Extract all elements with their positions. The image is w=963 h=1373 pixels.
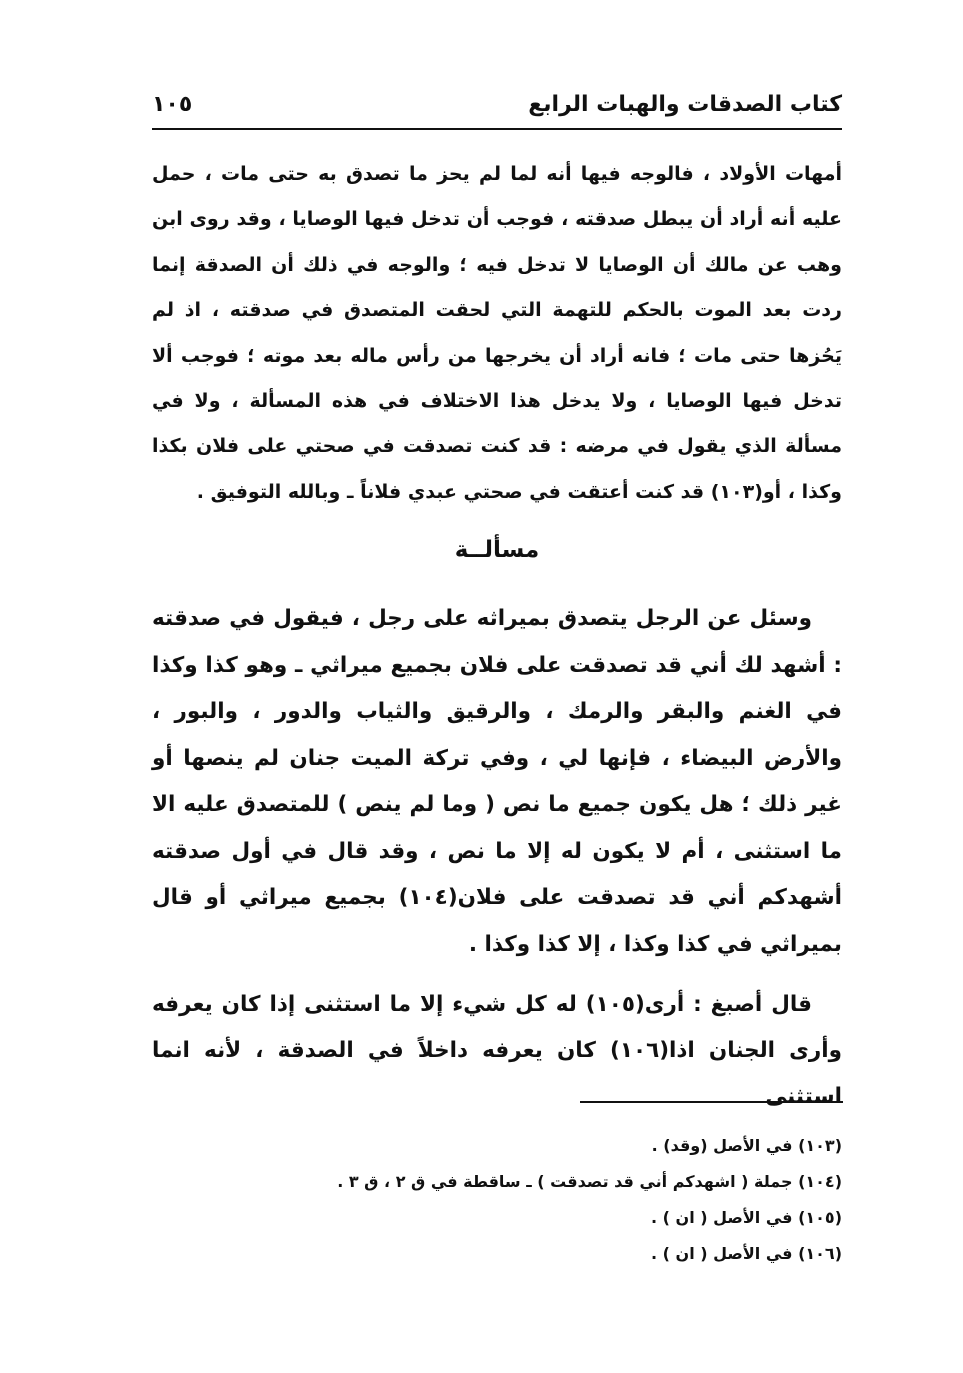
footnotes-list: [152, 1128, 842, 1272]
running-title: كتاب الصدقات والهبات الرابع: [528, 92, 842, 117]
body-paragraph: أمهات الأولاد ، فالوجه فيها أنه لما لم يحز ما تصدق به حتى مات ، حمل عليه أنه أراد أن يبطل صدقته ، فوجب أن تدخل فيها الوصايا ، وقد روى ابن وهب عن مالك أن الوصايا لا تدخل فيه ؛ والوجه في ذلك أن الصدقة إنما ردت بعد الموت بالحكم للتهمة التي لحقت المتصدق في صدقته ، اذ لم يَحُزها حتى مات ؛ فانه أراد أن يخرجها من رأس ماله بعد موته ؛ فوجب ألا تدخل فيها الوصايا ، ولا يدخل هذا الاختلاف في هذه المسألة ، ولا في مسألة الذي يقول في مرضه : قد كنت تصدقت في صحتي على فلان بكذا وكذا ، أو(١٠٣) قد كنت أعتقت في صحتي عبدي فلاناً ـ وبالله التوفيق .: [152, 163, 842, 503]
page-header: [152, 88, 842, 128]
footnote-divider: [580, 1101, 843, 1103]
footnote-item: (١٠٥) في الأصل ( ان ) .: [651, 1208, 842, 1227]
question-paragraph: وسئل عن الرجل يتصدق بميراثه على رجل ، فيقول في صدقته : أشهد لك أني قد تصدقت على فلان بجميع ميراثي ـ وهو كذا وكذا في الغنم والبقر والرمك ، والرقيق والثياب والدور ، والبور ، والأرض البيضاء ، فإنها لي ، وفي تركة الميت جنان لم ينصها أو غير ذلك ؛ هل يكون جميع ما نص ( وما لم ينص ) للمتصدق عليه الا ما استثنى ، أم لا يكون له إلا ما نص ، وقد قال في أول صدقته أشهدكم أني قد تصدقت على فلان(١٠٤) بجميع ميراثي أو قال بميراثي في كذا وكذا ، إلا كذا وكذا .: [152, 606, 842, 957]
footnote-item: (١٠٦) في الأصل ( ان ) .: [651, 1244, 842, 1263]
header-divider: [152, 128, 842, 130]
footnote-item: (١٠٣) في الأصل (وقد) .: [651, 1136, 842, 1155]
section-heading: مسألــة: [454, 537, 540, 563]
footnote-item: (١٠٤) جملة ( اشهدكم أني قد تصدقت ) ـ ساقطة في ق ٢ ، ق ٣ .: [337, 1172, 842, 1191]
page-number: ١٠٥: [152, 92, 193, 117]
answer-paragraph: قال أصبغ : أرى(١٠٥) له كل شيء إلا ما استثنى إذا كان يعرفه وأرى الجنان اذا(١٠٦) كان يعرفه داخلاً في الصدقة ، لأنه انما استثنى: [152, 992, 842, 1109]
